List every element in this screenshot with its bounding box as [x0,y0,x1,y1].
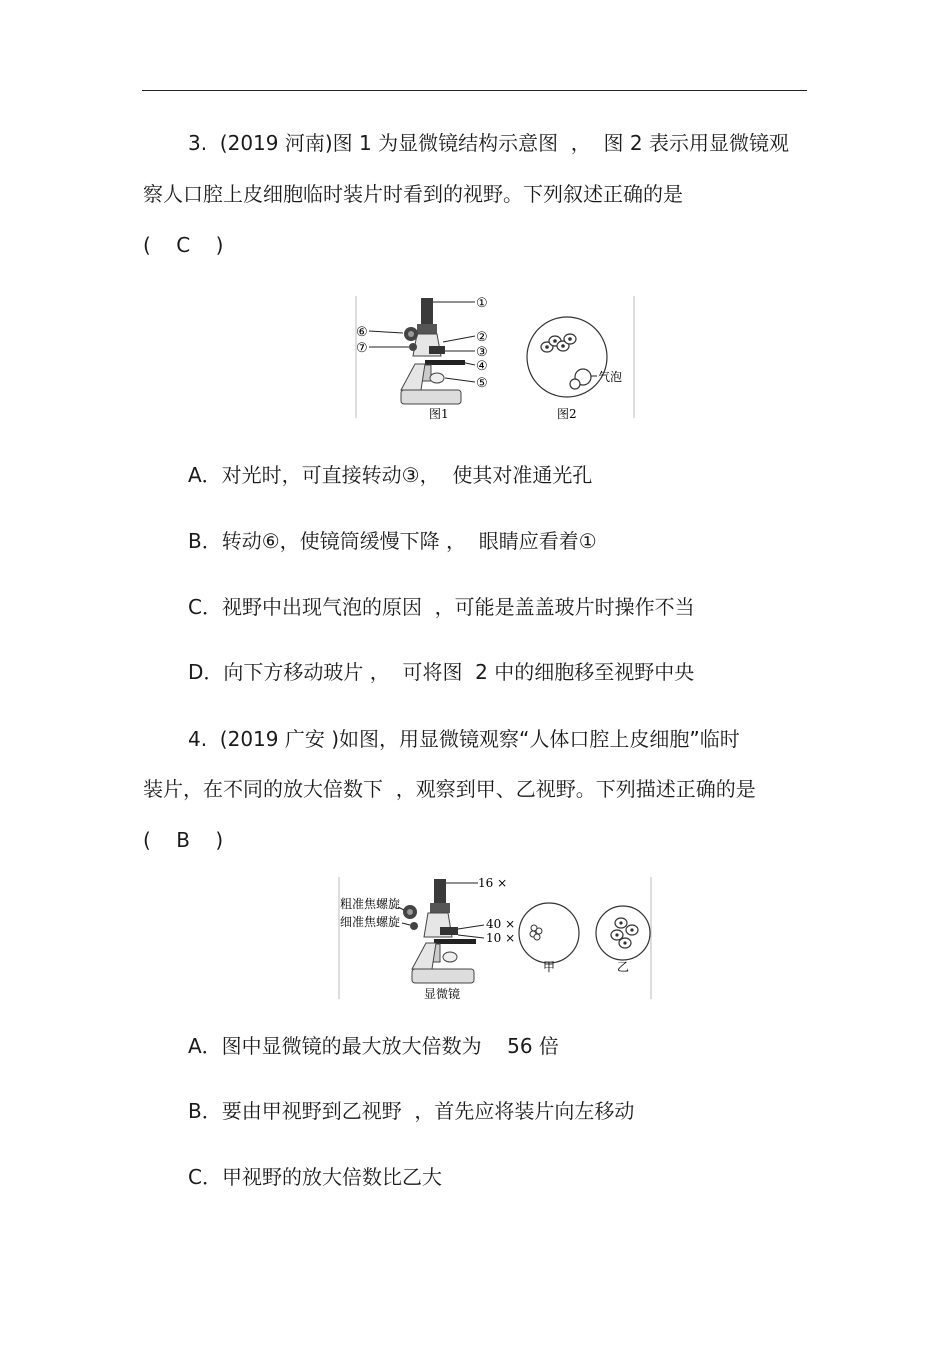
q4-answer: ( B ) [143,828,224,852]
q4-figure [338,875,654,1003]
caption-fig1: 图1 [429,407,449,421]
q4-option-a: A．图中显微镜的最大放大倍数为 56 倍 [188,1034,559,1058]
q4-stem-line1: 4. (2019 广安 )如图，用显微镜观察“人体口腔上皮细胞”临时 [188,727,740,751]
q3-option-c: C．视野中出现气泡的原因 ，可能是盖盖玻片时操作不当 [188,595,695,619]
label-objective-10: 10 × [486,931,516,945]
q3-stem-line2: 察人口腔上皮细胞临时装片时看到的视野。下列叙述正确的是 [143,182,683,206]
label-2: ② [476,330,488,345]
q3-figure [355,294,637,422]
bubble-label: 气泡 [598,370,623,384]
label-6: ⑥ [356,325,368,340]
label-7: ⑦ [356,341,368,356]
q4-option-b: B．要由甲视野到乙视野 ，首先应将装片向左移动 [188,1099,635,1123]
label-3: ③ [476,345,488,360]
field-of-view-fig2 [527,317,607,397]
caption-fig2: 图2 [557,407,577,421]
label-coarse-focus: 粗准焦螺旋 [340,897,401,911]
label-5: ⑤ [476,376,488,391]
q3-option-a: A．对光时，可直接转动③， 使其对准通光孔 [188,463,593,487]
header-rule [142,90,807,91]
microscope-illustration [403,879,476,983]
q3-stem-line1: 3. (2019 河南)图 1 为显微镜结构示意图 ， 图 2 表示用显微镜观 [188,131,789,155]
caption-microscope: 显微镜 [424,987,461,1001]
label-eyepiece: 16 × [478,876,508,890]
caption-yi: 乙 [617,960,630,974]
q3-option-d: D．向下方移动玻片 ， 可将图 2 中的细胞移至视野中央 [188,660,695,684]
label-objective-40: 40 × [486,917,516,931]
field-of-view-jia [519,903,579,963]
q3-option-b: B．转动⑥，使镜筒缓慢下降 ， 眼睛应看着① [188,529,597,553]
caption-jia: 甲 [543,960,556,974]
q3-answer: ( C ) [143,233,224,257]
q4-stem-line2: 装片，在不同的放大倍数下 ，观察到甲、乙视野。下列描述正确的是 [143,777,756,801]
q4-option-c: C．甲视野的放大倍数比乙大 [188,1165,442,1189]
label-4: ④ [476,359,488,374]
label-1: ① [476,296,488,311]
field-of-view-yi [596,906,650,960]
label-fine-focus: 细准焦螺旋 [340,915,401,929]
